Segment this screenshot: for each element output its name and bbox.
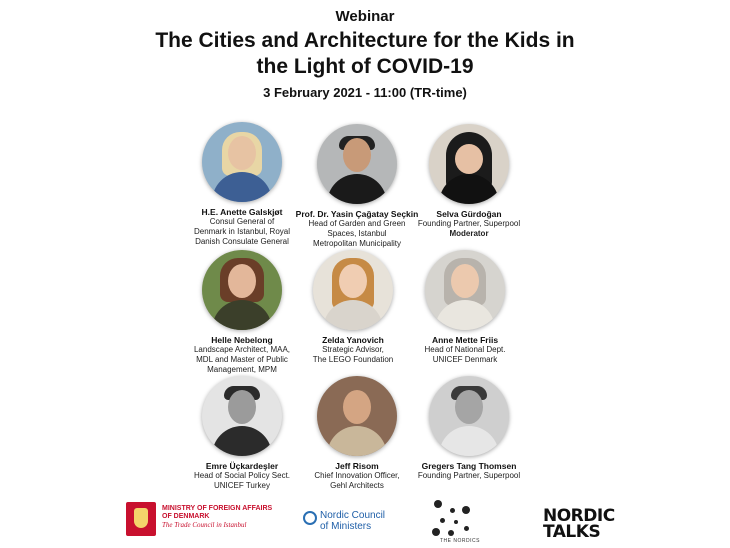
speaker-name: Prof. Dr. Yasin Çağatay Seçkin <box>295 209 419 219</box>
speaker-photo <box>317 376 397 456</box>
eyebrow: Webinar <box>335 8 395 25</box>
talks-line-2: TALKS <box>543 522 601 542</box>
speaker-name: Zelda Yanovich <box>322 335 384 345</box>
speaker-photo <box>317 124 397 204</box>
speaker-role: The LEGO Foundation <box>312 355 394 364</box>
speaker-role: Spaces, Istanbul <box>327 229 387 238</box>
speaker-role: Head of Social Policy Sect. <box>193 471 291 480</box>
speaker-name: Jeff Risom <box>335 461 379 471</box>
speaker-photo <box>429 124 509 204</box>
speaker-photo <box>313 250 393 330</box>
speaker-role: Founding Partner, Superpool <box>417 219 521 228</box>
mfa-crest-logo <box>126 502 156 536</box>
title-line-1: The Cities and Architecture for the Kids in <box>155 29 575 52</box>
page-title <box>95 28 635 80</box>
speaker-photo <box>429 376 509 456</box>
ncm-line-2: of Ministers <box>320 521 372 532</box>
speaker-role: Danish Consulate General <box>195 237 289 246</box>
speaker-role: Head of Garden and Green <box>308 219 406 228</box>
speaker-name: Emre Üçkardeşler <box>205 461 279 471</box>
nordic-talks-logo <box>543 508 615 540</box>
speaker-photo <box>425 250 505 330</box>
speaker-role: Strategic Advisor, <box>322 345 384 354</box>
the-nordics-logo <box>430 498 475 543</box>
title-line-2: the Light of COVID-19 <box>256 55 474 78</box>
speaker-card <box>399 124 539 239</box>
the-nordics-label: THE NORDICS <box>440 538 480 544</box>
ncm-line-1: Nordic Council <box>320 510 386 521</box>
speaker-name: Selva Gürdoğan <box>436 209 502 219</box>
speaker-role: Management, MPM <box>207 365 277 374</box>
ncm-logo-text <box>320 510 385 532</box>
speaker-role: Founding Partner, Superpool <box>417 471 521 480</box>
speaker-role: UNICEF Turkey <box>213 481 270 490</box>
speaker-card <box>395 250 535 365</box>
speaker-role: MDL and Master of Public <box>196 355 288 364</box>
speaker-photo <box>202 250 282 330</box>
speaker-role-highlight: Moderator <box>449 229 489 238</box>
speaker-photo <box>202 122 282 202</box>
speaker-card <box>399 376 539 481</box>
speaker-name: Gregers Tang Thomsen <box>421 461 517 471</box>
speaker-name: H.E. Anette Galskjøt <box>201 207 283 217</box>
mfa-subline: The Trade Council in Istanbul <box>162 521 247 529</box>
speaker-role: Landscape Architect, MAA, <box>193 345 291 354</box>
speaker-name: Helle Nebelong <box>211 335 273 345</box>
speaker-role: Consul General of <box>209 217 275 226</box>
mfa-logo-text <box>162 505 272 529</box>
speaker-role: Gehl Architects <box>330 481 384 490</box>
speaker-name: Anne Mette Friis <box>431 335 499 345</box>
mfa-line-2: OF DENMARK <box>162 513 210 520</box>
talks-line-1: NORDIC <box>543 506 615 526</box>
speaker-photo <box>202 376 282 456</box>
ncm-swan-icon <box>303 511 317 525</box>
speaker-role: Denmark in Istanbul, Royal <box>193 227 291 236</box>
speaker-role: Metropolitan Municipality <box>312 239 402 248</box>
mfa-line-1: MINISTRY OF FOREIGN AFFAIRS <box>162 505 273 512</box>
speaker-role: Chief Innovation Officer, <box>314 471 400 480</box>
speaker-role: Head of National Dept. <box>424 345 506 354</box>
speaker-role: UNICEF Denmark <box>432 355 498 364</box>
event-date: 3 February 2021 - 11:00 (TR-time) <box>263 85 467 100</box>
